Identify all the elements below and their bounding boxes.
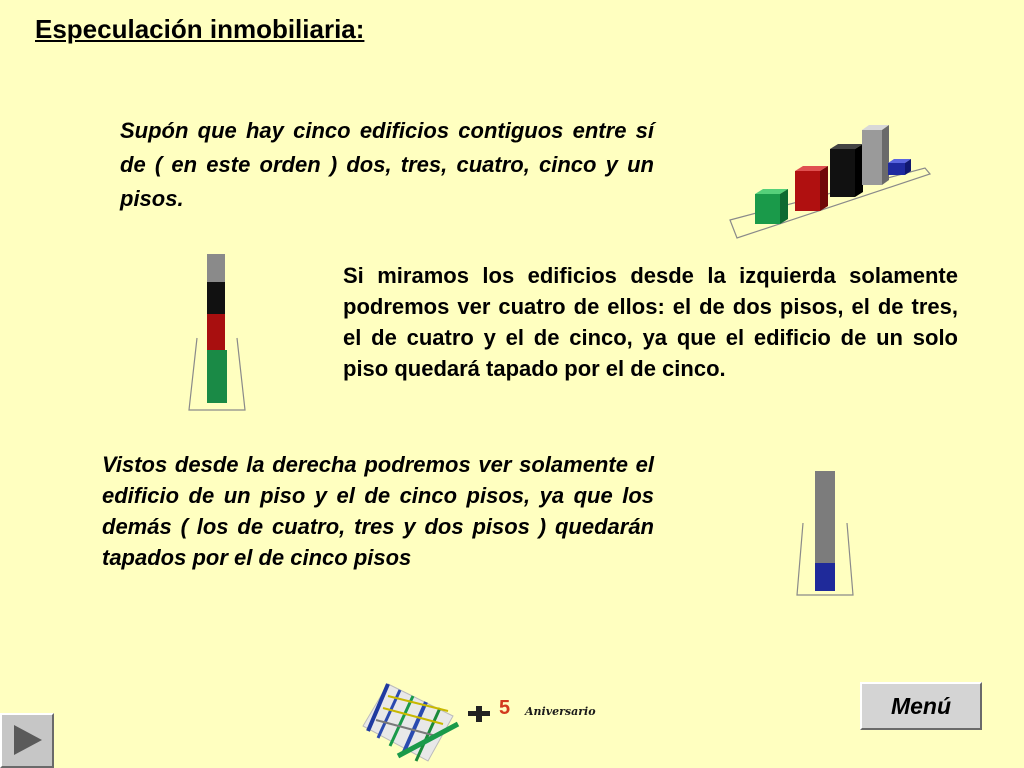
next-slide-button[interactable] — [0, 713, 54, 768]
left-view-grey-segment — [207, 254, 225, 282]
left-view-illustration — [185, 250, 250, 415]
right-view-blue-segment — [815, 563, 835, 591]
page-title: Especulación inmobiliaria: — [35, 14, 365, 44]
left-view-red-segment — [207, 314, 225, 350]
anniversary-logo-graphic — [358, 676, 498, 768]
left-view-paragraph: Si miramos los edificios desde la izquierda solamente podremos ver cuatro de ellos: el de dos pisos, el de tres, el de cuatro y el de cinco, ya que el edificio de un solo piso quedará tapado por el de cinco. — [343, 263, 958, 381]
intro-paragraph: Supón que hay cinco edificios contiguos entre sí de ( en este orden ) dos, tres, cuatro, cinco y un pisos. — [120, 118, 654, 211]
right-view-paragraph: Vistos desde la derecha podremos ver solamente el edificio de un piso y el de cinco pisos, ya que los demás ( los de cuatro, tres y dos pisos ) quedarán tapados por el de cinco pisos — [102, 452, 654, 570]
anniversary-number: 5 — [499, 697, 511, 719]
left-view-black-segment — [207, 282, 225, 314]
right-view-illustration — [793, 465, 858, 600]
building-one-floor — [888, 159, 911, 175]
building-three-floors — [795, 166, 828, 211]
right-view-grey-segment — [815, 471, 835, 563]
anniversary-label: Aniversario — [525, 705, 596, 718]
menu-button-label: Menú — [890, 692, 952, 719]
building-four-floors — [830, 144, 863, 197]
menu-button[interactable] — [860, 682, 982, 730]
building-two-floors — [755, 189, 788, 224]
plus-sign-vertical — [476, 706, 482, 722]
buildings-bar-illustration — [725, 118, 935, 243]
left-view-green-segment — [207, 350, 227, 403]
building-five-floors — [862, 125, 889, 185]
play-triangle-icon — [2, 715, 52, 766]
